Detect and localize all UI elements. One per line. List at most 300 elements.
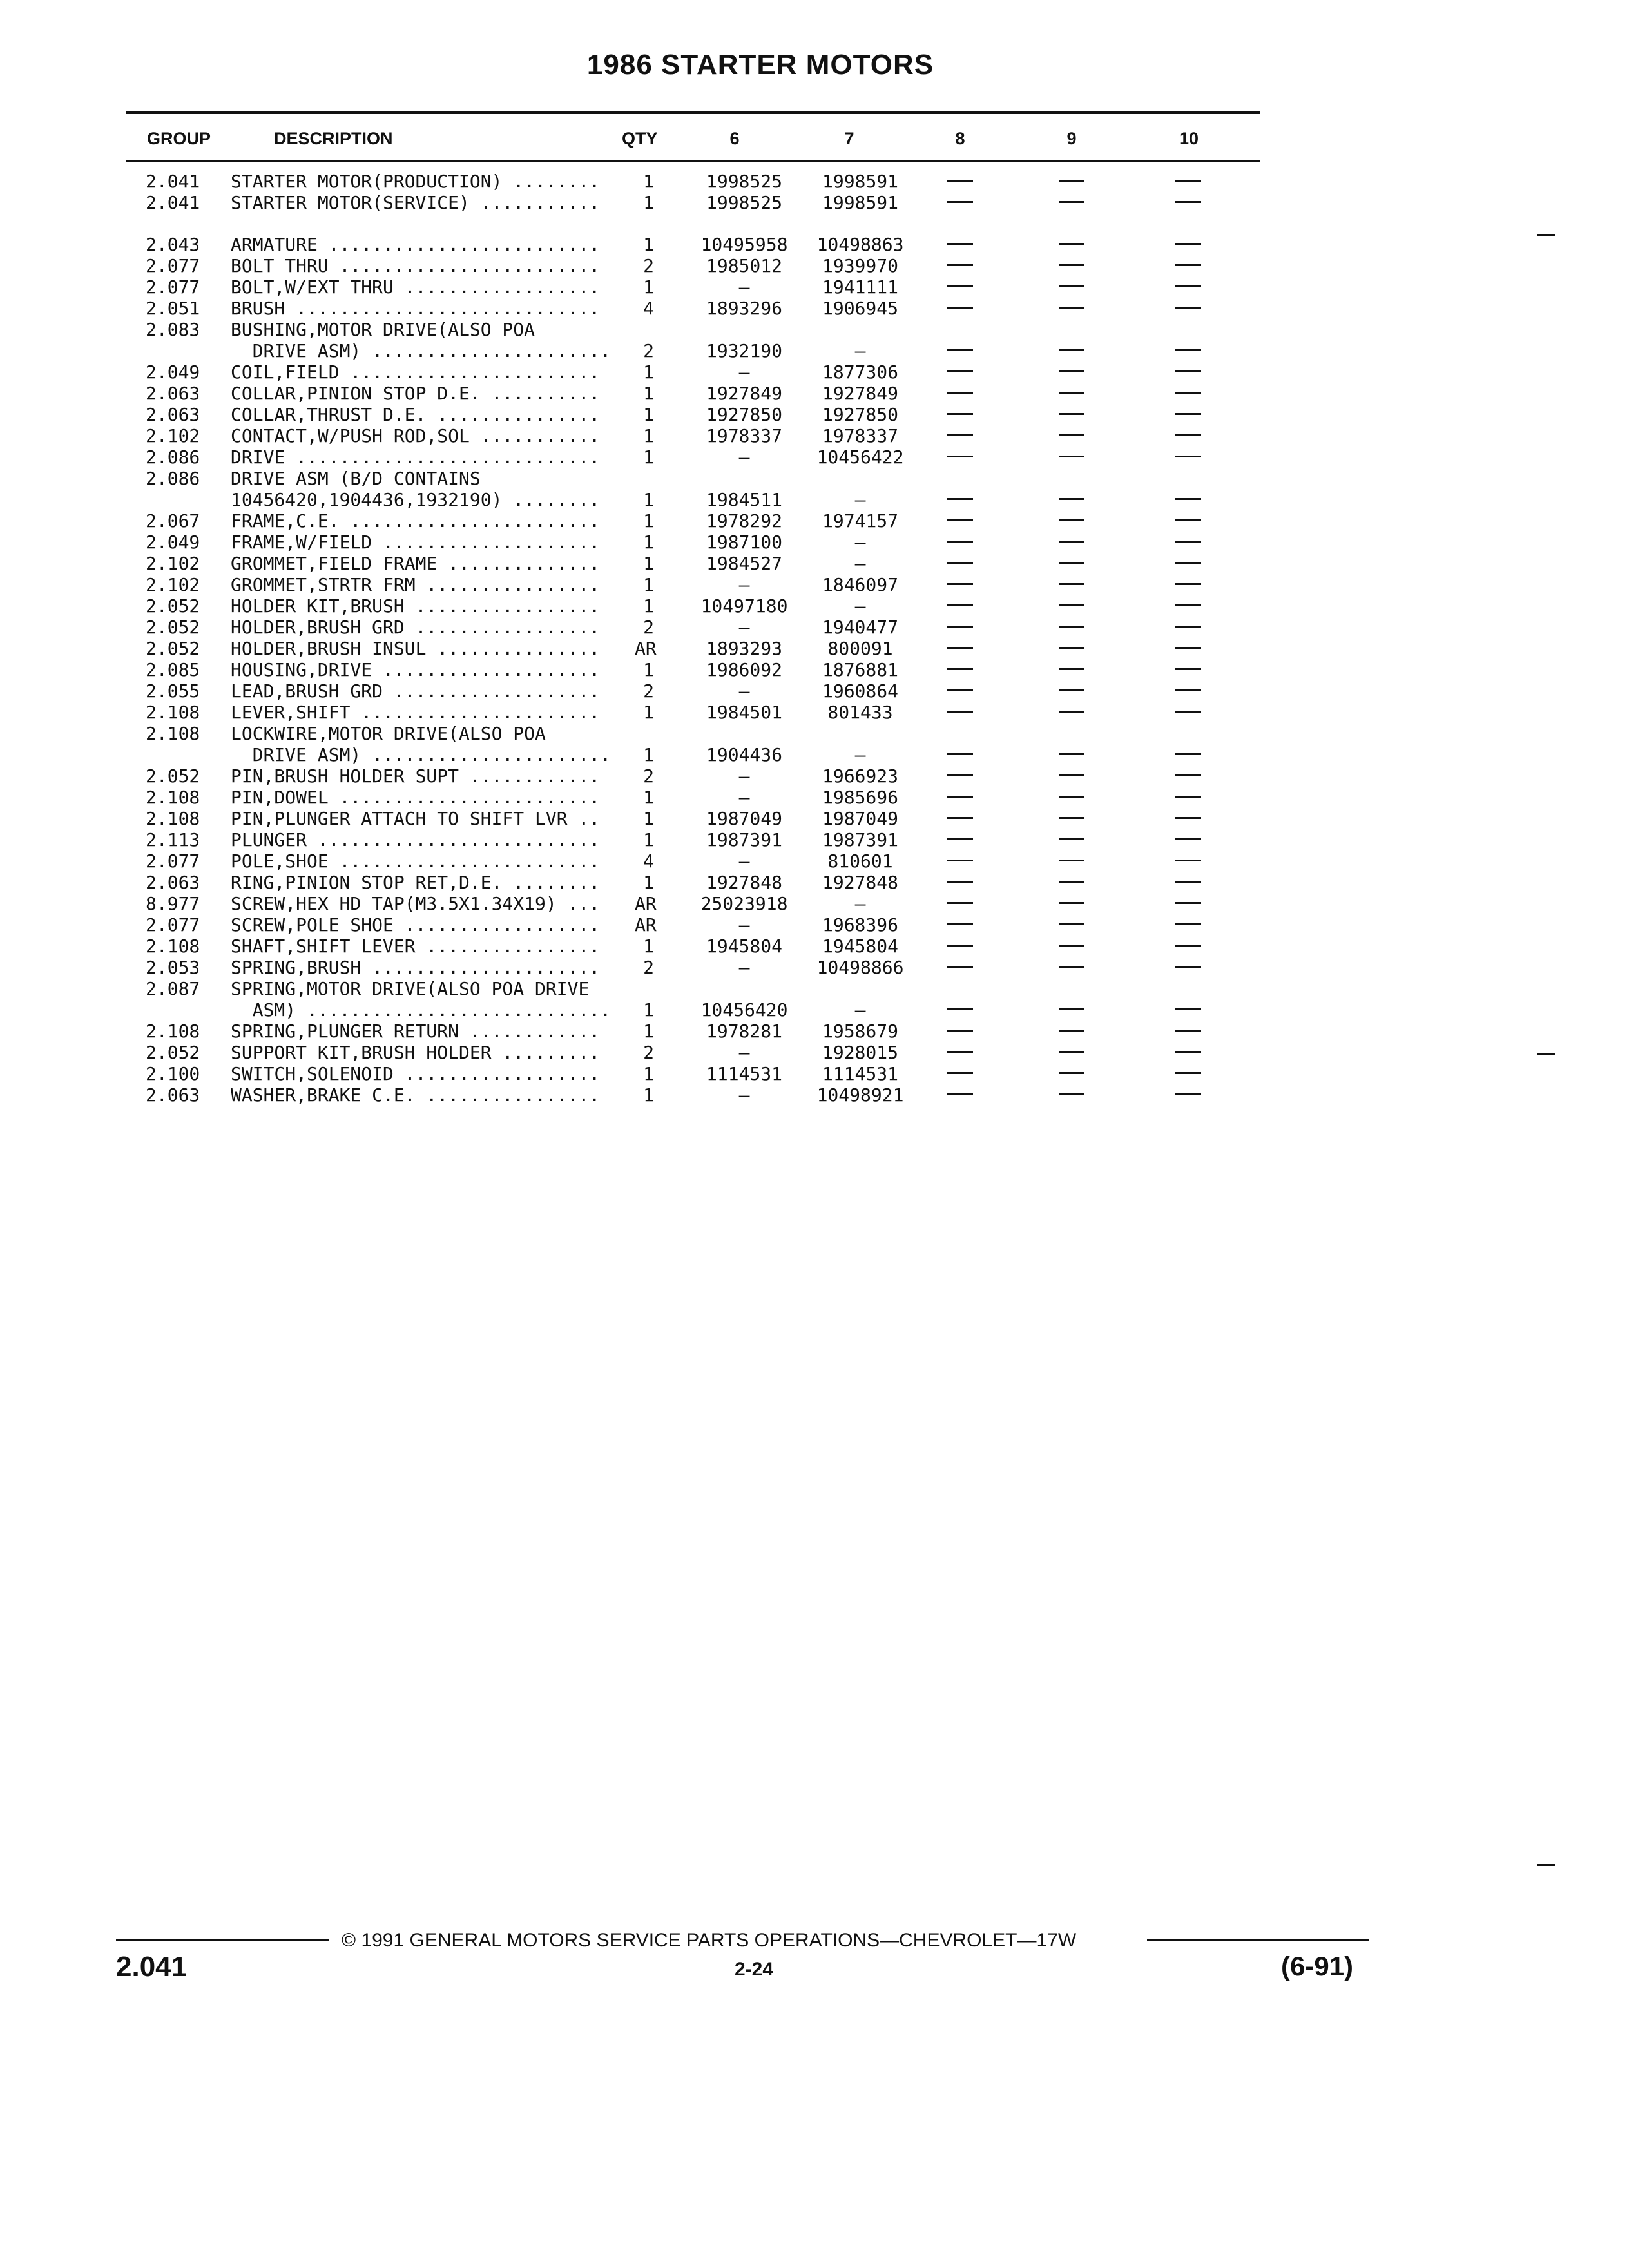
part-col-7-cell: 1876881 [822, 659, 898, 680]
col-8-dash [947, 923, 973, 925]
part-col-7-cell: 10456422 [816, 447, 904, 468]
col-10-dash [1175, 647, 1201, 649]
qty-cell: 4 [643, 298, 654, 319]
table-row [0, 957, 1629, 978]
qty-cell: 1 [643, 404, 654, 425]
group-cell: 2.053 [146, 957, 200, 978]
group-cell: 2.052 [146, 595, 200, 617]
part-col-7-cell: 1968396 [822, 914, 898, 936]
table-row [0, 744, 1629, 765]
part-col-7-cell: 1987049 [822, 808, 898, 829]
part-col-7-cell: 1927848 [822, 872, 898, 893]
group-cell: 2.051 [146, 298, 200, 319]
part-col-7-cell: 10498863 [816, 234, 904, 255]
qty-cell: 1 [643, 1084, 654, 1106]
col-9-dash [1059, 243, 1084, 245]
table-row [0, 553, 1629, 574]
margin-mark [1537, 1864, 1555, 1866]
col-9-dash [1059, 562, 1084, 564]
col-10-dash [1175, 753, 1201, 755]
qty-cell: 1 [643, 489, 654, 510]
col-8-dash [947, 434, 973, 436]
qty-cell: 1 [643, 829, 654, 850]
page-title: 1986 STARTER MOTORS [586, 49, 934, 81]
col-8-dash [947, 711, 973, 713]
col-9-dash [1059, 349, 1084, 351]
part-col-7-cell: 1927849 [822, 383, 898, 404]
qty-cell: 1 [643, 447, 654, 468]
header-col-7: 7 [844, 129, 854, 148]
table-row [0, 298, 1629, 319]
description-cell: ASM) ............................ [231, 999, 612, 1021]
qty-cell: 1 [643, 595, 654, 617]
group-cell: 2.063 [146, 404, 200, 425]
table-row [0, 914, 1629, 936]
group-cell: 2.108 [146, 808, 200, 829]
description-cell: CONTACT,W/PUSH ROD,SOL ........... [231, 425, 601, 447]
group-cell: 2.043 [146, 234, 200, 255]
group-cell: 2.055 [146, 680, 200, 702]
footer-group-id: 2.041 [116, 1951, 188, 1983]
col-8-dash [947, 413, 973, 415]
part-col-7-cell: 801433 [827, 702, 893, 723]
table-row [0, 850, 1629, 872]
table-row [0, 1084, 1629, 1106]
description-cell: DRIVE ASM) ...................... [231, 744, 612, 765]
description-cell: RING,PINION STOP RET,D.E. ........ [231, 872, 601, 893]
table-row [0, 425, 1629, 447]
group-cell: 2.108 [146, 723, 200, 744]
part-col-6-cell: — [738, 361, 750, 383]
col-8-dash [947, 264, 973, 266]
col-8-dash [947, 562, 973, 564]
col-10-dash [1175, 201, 1201, 203]
group-cell: 2.086 [146, 447, 200, 468]
col-10-dash [1175, 434, 1201, 436]
description-cell: BUSHING,MOTOR DRIVE(ALSO POA [231, 319, 535, 340]
part-col-7-cell: 1906945 [822, 298, 898, 319]
col-9-dash [1059, 370, 1084, 372]
col-8-dash [947, 1008, 973, 1010]
col-10-dash [1175, 626, 1201, 628]
group-cell: 2.041 [146, 192, 200, 213]
qty-cell: 2 [643, 680, 654, 702]
description-cell: 10456420,1904436,1932190) ........ [231, 489, 601, 510]
table-row [0, 319, 1629, 340]
header-col-9: 9 [1066, 129, 1077, 148]
header-description: DESCRIPTION [274, 129, 393, 148]
part-col-6-cell: 1114531 [706, 1063, 782, 1084]
col-10-dash [1175, 180, 1201, 182]
col-10-dash [1175, 796, 1201, 798]
part-col-6-cell: 10497180 [700, 595, 788, 617]
group-cell: 2.067 [146, 510, 200, 532]
part-col-7-cell: 1985696 [822, 787, 898, 808]
description-cell: COLLAR,PINION STOP D.E. .......... [231, 383, 601, 404]
col-9-dash [1059, 201, 1084, 203]
col-8-dash [947, 201, 973, 203]
col-10-dash [1175, 349, 1201, 351]
qty-cell: 1 [643, 383, 654, 404]
part-col-6-cell: 1998525 [706, 192, 782, 213]
part-col-7-cell: — [854, 893, 866, 914]
part-col-7-cell: — [854, 532, 866, 553]
group-cell: 2.077 [146, 850, 200, 872]
qty-cell: 1 [643, 787, 654, 808]
table-row [0, 617, 1629, 638]
group-cell: 2.049 [146, 532, 200, 553]
part-col-6-cell: 1984511 [706, 489, 782, 510]
description-cell: HOLDER KIT,BRUSH ................. [231, 595, 601, 617]
description-cell: HOUSING,DRIVE .................... [231, 659, 601, 680]
group-cell: 2.108 [146, 936, 200, 957]
table-row [0, 893, 1629, 914]
description-cell: BRUSH ............................ [231, 298, 601, 319]
header-col-8: 8 [955, 129, 965, 148]
description-cell: SPRING,BRUSH ..................... [231, 957, 601, 978]
group-cell: 2.108 [146, 1021, 200, 1042]
col-10-dash [1175, 1072, 1201, 1074]
part-col-6-cell: 10456420 [700, 999, 788, 1021]
qty-cell: 2 [643, 255, 654, 276]
group-cell: 2.063 [146, 1084, 200, 1106]
col-9-dash [1059, 413, 1084, 415]
group-cell: 2.052 [146, 638, 200, 659]
col-8-dash [947, 307, 973, 309]
col-10-dash [1175, 307, 1201, 309]
part-col-7-cell: 1958679 [822, 1021, 898, 1042]
table-row [0, 808, 1629, 829]
group-cell: 8.977 [146, 893, 200, 914]
table-row [0, 276, 1629, 298]
col-8-dash [947, 753, 973, 755]
part-col-6-cell: 1987391 [706, 829, 782, 850]
col-9-dash [1059, 711, 1084, 713]
col-10-dash [1175, 966, 1201, 968]
table-row [0, 510, 1629, 532]
part-col-7-cell: 1978337 [822, 425, 898, 447]
col-9-dash [1059, 1030, 1084, 1032]
col-9-dash [1059, 817, 1084, 819]
col-10-dash [1175, 881, 1201, 883]
col-8-dash [947, 456, 973, 457]
part-col-6-cell: 1984527 [706, 553, 782, 574]
col-8-dash [947, 881, 973, 883]
col-10-dash [1175, 243, 1201, 245]
margin-mark [1537, 234, 1555, 236]
col-8-dash [947, 1030, 973, 1032]
col-9-dash [1059, 923, 1084, 925]
part-col-6-cell: — [738, 850, 750, 872]
footer-copyright: © 1991 GENERAL MOTORS SERVICE PARTS OPERATIONS—CHEVROLET—17W [342, 1930, 1077, 1951]
col-10-dash [1175, 902, 1201, 904]
col-8-dash [947, 902, 973, 904]
description-cell: SPRING,MOTOR DRIVE(ALSO POA DRIVE [231, 978, 590, 999]
table-row [0, 1042, 1629, 1063]
qty-cell: 1 [643, 234, 654, 255]
qty-cell: 1 [643, 361, 654, 383]
description-cell: FRAME,W/FIELD .................... [231, 532, 601, 553]
part-col-7-cell: 1987391 [822, 829, 898, 850]
part-col-6-cell: — [738, 787, 750, 808]
table-row [0, 574, 1629, 595]
qty-cell: AR [635, 914, 657, 936]
description-cell: FRAME,C.E. ....................... [231, 510, 601, 532]
part-col-6-cell: — [738, 617, 750, 638]
description-cell: PIN,BRUSH HOLDER SUPT ............ [231, 765, 601, 787]
group-cell: 2.083 [146, 319, 200, 340]
col-8-dash [947, 519, 973, 521]
group-cell: 2.063 [146, 872, 200, 893]
description-cell: SCREW,POLE SHOE .................. [231, 914, 601, 936]
col-8-dash [947, 796, 973, 798]
group-cell: 2.113 [146, 829, 200, 850]
part-col-7-cell: — [854, 553, 866, 574]
footer-revision: (6-91) [1281, 1951, 1354, 1981]
qty-cell: 1 [643, 999, 654, 1021]
description-cell: PIN,DOWEL ........................ [231, 787, 601, 808]
footer-page-number: 2-24 [734, 1959, 774, 1980]
qty-cell: 1 [643, 872, 654, 893]
qty-cell: 1 [643, 171, 654, 192]
qty-cell: 1 [643, 808, 654, 829]
col-9-dash [1059, 285, 1084, 287]
col-9-dash [1059, 626, 1084, 628]
margin-mark [1537, 1053, 1555, 1055]
col-10-dash [1175, 817, 1201, 819]
col-8-dash [947, 945, 973, 947]
group-cell: 2.085 [146, 659, 200, 680]
part-col-6-cell: 1932190 [706, 340, 782, 361]
col-10-dash [1175, 1030, 1201, 1032]
part-col-6-cell: 10495958 [700, 234, 788, 255]
col-8-dash [947, 966, 973, 968]
col-10-dash [1175, 774, 1201, 776]
part-col-6-cell: — [738, 276, 750, 298]
table-row [0, 638, 1629, 659]
description-cell: PLUNGER .......................... [231, 829, 601, 850]
group-cell: 2.052 [146, 765, 200, 787]
description-cell: WASHER,BRAKE C.E. ................ [231, 1084, 601, 1106]
table-row [0, 1021, 1629, 1042]
group-cell: 2.102 [146, 574, 200, 595]
part-col-6-cell: 1927850 [706, 404, 782, 425]
part-col-7-cell: 1940477 [822, 617, 898, 638]
col-9-dash [1059, 966, 1084, 968]
description-cell: COIL,FIELD ....................... [231, 361, 601, 383]
col-9-dash [1059, 180, 1084, 182]
description-cell: BOLT THRU ........................ [231, 255, 601, 276]
description-cell: DRIVE ............................ [231, 447, 601, 468]
description-cell: DRIVE ASM) ...................... [231, 340, 612, 361]
col-9-dash [1059, 796, 1084, 798]
col-9-dash [1059, 881, 1084, 883]
col-8-dash [947, 498, 973, 500]
description-cell: SPRING,PLUNGER RETURN ............ [231, 1021, 601, 1042]
col-10-dash [1175, 413, 1201, 415]
col-10-dash [1175, 285, 1201, 287]
qty-cell: 1 [643, 702, 654, 723]
table-row [0, 595, 1629, 617]
col-8-dash [947, 180, 973, 182]
table-row [0, 361, 1629, 383]
col-10-dash [1175, 711, 1201, 713]
part-col-6-cell: — [738, 680, 750, 702]
part-col-7-cell: 1846097 [822, 574, 898, 595]
col-9-dash [1059, 1008, 1084, 1010]
description-cell: SCREW,HEX HD TAP(M3.5X1.34X19) ... [231, 893, 601, 914]
col-9-dash [1059, 456, 1084, 457]
col-10-dash [1175, 583, 1201, 585]
table-row [0, 765, 1629, 787]
part-col-7-cell: 1939970 [822, 255, 898, 276]
col-8-dash [947, 668, 973, 670]
col-10-dash [1175, 668, 1201, 670]
col-10-dash [1175, 1093, 1201, 1095]
part-col-7-cell: 10498921 [816, 1084, 904, 1106]
part-col-6-cell: — [738, 574, 750, 595]
part-col-6-cell: 1945804 [706, 936, 782, 957]
part-col-7-cell: 1974157 [822, 510, 898, 532]
col-8-dash [947, 243, 973, 245]
table-row [0, 255, 1629, 276]
description-cell: SWITCH,SOLENOID .................. [231, 1063, 601, 1084]
col-9-dash [1059, 519, 1084, 521]
table-row [0, 192, 1629, 213]
part-col-7-cell: 1877306 [822, 361, 898, 383]
col-10-dash [1175, 945, 1201, 947]
part-col-6-cell: — [738, 765, 750, 787]
group-cell: 2.077 [146, 276, 200, 298]
col-8-dash [947, 1072, 973, 1074]
col-10-dash [1175, 370, 1201, 372]
group-cell: 2.108 [146, 787, 200, 808]
part-col-6-cell: 1927849 [706, 383, 782, 404]
col-8-dash [947, 370, 973, 372]
part-col-6-cell: 1893293 [706, 638, 782, 659]
col-10-dash [1175, 1008, 1201, 1010]
table-row [0, 999, 1629, 1021]
col-10-dash [1175, 838, 1201, 840]
col-10-dash [1175, 264, 1201, 266]
description-cell: STARTER MOTOR(PRODUCTION) ........ [231, 171, 601, 192]
qty-cell: 2 [643, 957, 654, 978]
qty-cell: 4 [643, 850, 654, 872]
col-8-dash [947, 604, 973, 606]
col-8-dash [947, 392, 973, 394]
description-cell: HOLDER,BRUSH GRD ................. [231, 617, 601, 638]
col-9-dash [1059, 583, 1084, 585]
table-row [0, 978, 1629, 999]
col-8-dash [947, 583, 973, 585]
group-cell: 2.052 [146, 1042, 200, 1063]
qty-cell: 1 [643, 192, 654, 213]
col-10-dash [1175, 392, 1201, 394]
description-cell: PIN,PLUNGER ATTACH TO SHIFT LVR .. [231, 808, 601, 829]
description-cell: COLLAR,THRUST D.E. ............... [231, 404, 601, 425]
part-col-7-cell: 810601 [827, 850, 893, 872]
part-col-6-cell: 1893296 [706, 298, 782, 319]
qty-cell: 2 [643, 617, 654, 638]
col-10-dash [1175, 1051, 1201, 1053]
table-row [0, 447, 1629, 468]
part-col-6-cell: — [738, 1084, 750, 1106]
col-9-dash [1059, 604, 1084, 606]
part-col-6-cell: — [738, 957, 750, 978]
col-9-dash [1059, 1072, 1084, 1074]
group-cell: 2.077 [146, 914, 200, 936]
part-col-7-cell: 1114531 [822, 1063, 898, 1084]
col-8-dash [947, 1051, 973, 1053]
table-row [0, 702, 1629, 723]
qty-cell: 1 [643, 510, 654, 532]
part-col-7-cell: — [854, 489, 866, 510]
part-col-6-cell: 1904436 [706, 744, 782, 765]
col-9-dash [1059, 264, 1084, 266]
table-row [0, 489, 1629, 510]
qty-cell: 2 [643, 765, 654, 787]
table-row [0, 829, 1629, 850]
qty-cell: 1 [643, 1063, 654, 1084]
group-cell: 2.102 [146, 553, 200, 574]
col-9-dash [1059, 647, 1084, 649]
qty-cell: 2 [643, 1042, 654, 1063]
col-8-dash [947, 860, 973, 861]
part-col-7-cell: 1941111 [822, 276, 898, 298]
qty-cell: 1 [643, 744, 654, 765]
part-col-7-cell: — [854, 999, 866, 1021]
table-row [0, 723, 1629, 744]
part-col-7-cell: 1928015 [822, 1042, 898, 1063]
table-row [0, 659, 1629, 680]
table-row [0, 787, 1629, 808]
col-8-dash [947, 647, 973, 649]
description-cell: BOLT,W/EXT THRU .................. [231, 276, 601, 298]
group-cell: 2.086 [146, 468, 200, 489]
part-col-6-cell: — [738, 1042, 750, 1063]
part-col-6-cell: — [738, 914, 750, 936]
col-8-dash [947, 541, 973, 543]
part-col-7-cell: 1998591 [822, 192, 898, 213]
description-cell: SHAFT,SHIFT LEVER ................ [231, 936, 601, 957]
col-8-dash [947, 626, 973, 628]
description-cell: LEAD,BRUSH GRD ................... [231, 680, 601, 702]
description-cell: SUPPORT KIT,BRUSH HOLDER ......... [231, 1042, 601, 1063]
header-group: GROUP [147, 129, 211, 148]
col-10-dash [1175, 498, 1201, 500]
col-9-dash [1059, 1051, 1084, 1053]
qty-cell: 1 [643, 936, 654, 957]
description-cell: LEVER,SHIFT ...................... [231, 702, 601, 723]
qty-cell: 2 [643, 340, 654, 361]
col-8-dash [947, 285, 973, 287]
part-col-7-cell: — [854, 340, 866, 361]
col-9-dash [1059, 860, 1084, 861]
col-9-dash [1059, 1093, 1084, 1095]
col-9-dash [1059, 434, 1084, 436]
table-row [0, 680, 1629, 702]
table-row [0, 234, 1629, 255]
footer-rule-right [1147, 1939, 1369, 1941]
col-9-dash [1059, 307, 1084, 309]
part-col-6-cell: 1998525 [706, 171, 782, 192]
description-cell: HOLDER,BRUSH INSUL ............... [231, 638, 601, 659]
col-10-dash [1175, 923, 1201, 925]
footer-rule-left [116, 1939, 329, 1941]
header-qty: QTY [622, 129, 658, 148]
col-9-dash [1059, 838, 1084, 840]
part-col-7-cell: 800091 [827, 638, 893, 659]
